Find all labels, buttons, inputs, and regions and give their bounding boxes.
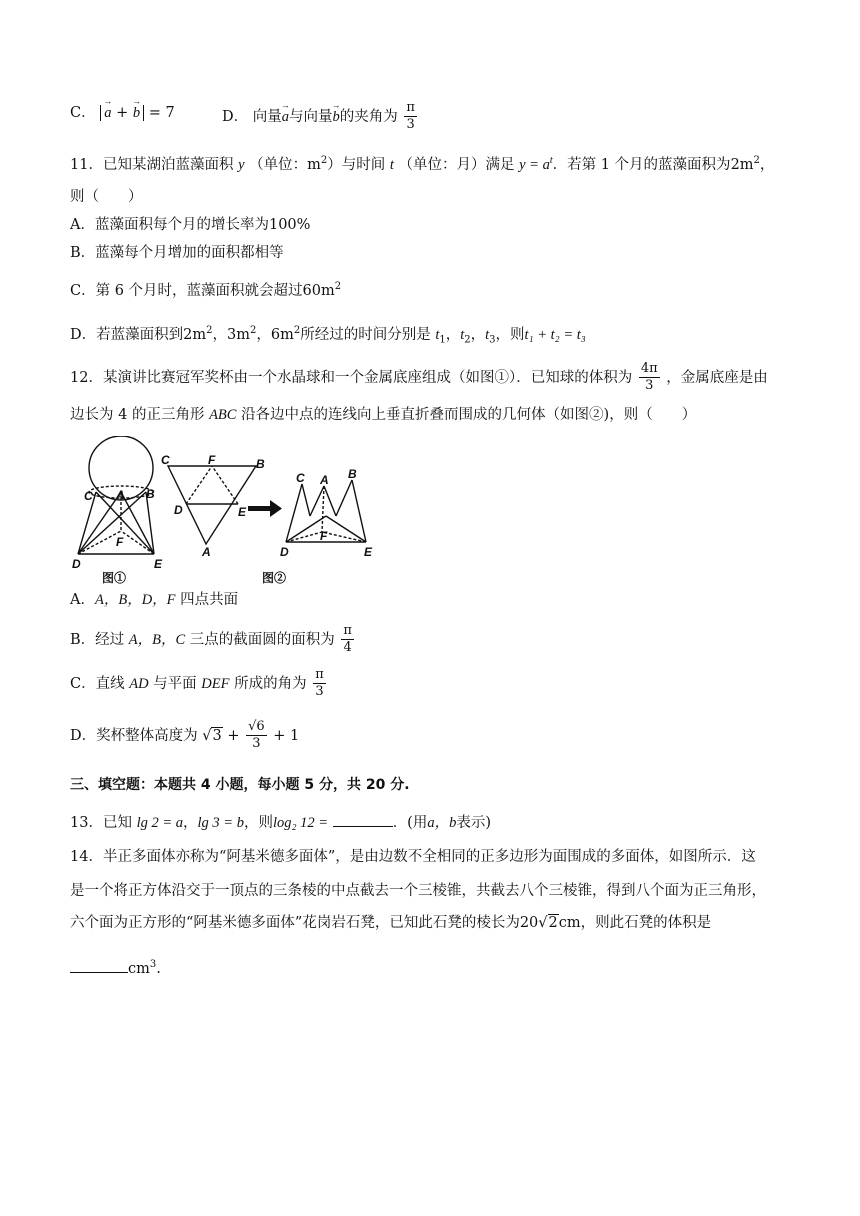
option-label: C．: [70, 105, 96, 121]
label-c3: C: [296, 471, 305, 485]
q12-option-d: D．奖杯整体高度为 √3 + $\frac{√6}{3}$ + 1: [70, 719, 300, 752]
text: 12．某演讲比赛冠军奖杯由一个水晶球和一个金属底座组成（如图①）．已知球的体积为: [70, 369, 633, 386]
var: a，b: [427, 815, 457, 831]
q12-option-c: [70, 668, 328, 700]
label-e1: E: [154, 557, 163, 571]
formula: log₂ 12 =: [272, 815, 329, 831]
q12-option-a: [70, 593, 238, 608]
label-d2: D: [174, 503, 183, 517]
text: ，则此石凳的体积是: [580, 915, 712, 931]
formula: lg 2 = a: [136, 815, 184, 831]
text: C．直线: [70, 675, 125, 692]
text: ．若第 1 个月的蓝藻面积为: [552, 156, 731, 173]
label-f2: F: [208, 453, 216, 467]
text: （单位：: [249, 156, 308, 173]
text: B．经过: [70, 631, 125, 648]
text: 所成的角为: [234, 675, 307, 692]
q10-option-c: [70, 106, 175, 121]
option-label: D．: [222, 108, 249, 125]
text: ）与时间: [327, 156, 386, 173]
sqrt: √2: [538, 915, 558, 931]
label-e3: E: [364, 545, 373, 559]
fraction: $\frac{\pi}{4}$: [343, 623, 352, 656]
q12-stem-line2: [70, 408, 696, 423]
text: ，: [183, 815, 198, 831]
label-f1: F: [116, 535, 124, 549]
q11-option-b: B．蓝藻每个月增加的面积都相等: [70, 245, 284, 261]
label-a1: A: [116, 488, 125, 502]
text: 表示): [456, 815, 492, 831]
q11-option-c: C．第 6 个月时，蓝藻面积就会超过$60m^2$: [70, 281, 342, 299]
vector-sum-abs: → a + → b: [100, 105, 144, 121]
arrow-icon: [248, 500, 282, 517]
var: ABC: [209, 407, 237, 423]
label-c1: C: [84, 489, 93, 503]
formula: lg 3 = b: [197, 815, 244, 831]
value: 3m: [226, 326, 250, 343]
fraction: $\frac{√6}{3}$: [248, 719, 265, 752]
equation-rhs: = 7: [148, 105, 175, 121]
label-b3: B: [348, 467, 357, 481]
value: 6m: [270, 326, 294, 343]
text: ，金属底座是由: [666, 369, 768, 386]
formula: y = a: [519, 156, 550, 173]
text: 六个面为正方形的“阿基米德多面体”花岗岩石凳，已知此石凳的棱长为: [70, 915, 520, 931]
text: ，则: [495, 326, 525, 343]
unit: cm: [558, 915, 581, 931]
text: C．第 6 个月时，蓝藻面积就会超过: [70, 282, 303, 299]
text: 11．已知某湖泊蓝藻面积: [70, 156, 234, 173]
q11-option-a: A．蓝藻面积每个月的增长率为100%: [70, 217, 311, 233]
value: 20: [519, 915, 539, 931]
q13: [70, 812, 491, 831]
text: .: [156, 961, 161, 977]
text: 沿各边中点的连线向上垂直折叠而围成的几何体（如图②)，则（ ）: [241, 407, 697, 423]
figure-1-caption: 图①: [102, 571, 127, 585]
formula: t₁ + t₂ = t₃: [524, 326, 586, 343]
q11-option-d: D．若蓝藻面积到$2m^2$，$3m^2$，$6m^2$所经过的时间分别是 $t_1$，$t_2$，$t_3$，则t₁ + t₂ = t₃: [70, 325, 586, 346]
label-a2: A: [202, 545, 211, 559]
text: 所经过的时间分别是: [300, 326, 431, 343]
text: + 1: [273, 727, 300, 744]
var: y: [238, 156, 245, 173]
label-c2: C: [161, 453, 170, 467]
label-f3: F: [320, 529, 328, 543]
text: D．奖杯整体高度为: [70, 727, 198, 744]
q11-stem-line2: 则（ ）: [70, 189, 143, 205]
figure-2-caption: 图②: [262, 571, 287, 585]
answer-blank[interactable]: [70, 958, 128, 973]
value: 60m: [302, 282, 335, 299]
points: A，B，C: [128, 631, 186, 648]
label-e2: E: [238, 505, 247, 519]
label-d1: D: [72, 557, 81, 571]
text: ，: [759, 156, 775, 173]
value: 2m: [730, 156, 754, 173]
text: 13．已知: [70, 815, 132, 831]
q14-line-1: 14．半正多面体亦称为“阿基米德多面体”，是由边数不全相同的正多边形为面围成的多面体，如图所示．这: [70, 849, 756, 865]
answer-blank[interactable]: [333, 812, 393, 827]
q12-stem: [70, 362, 768, 394]
text: 四点共面: [180, 592, 239, 608]
q14-line-2: 是一个将正方体沿交于一顶点的三条棱的中点截去一个三棱锥，共截去八个三棱锥，得到八个面为正三角形，: [70, 883, 766, 899]
section-3-heading: 三、填空题：本题共 4 小题，每小题 5 分，共 20 分.: [70, 777, 410, 793]
text: 三点的截面圆的面积为: [189, 631, 335, 648]
q10-option-d: D． 向量→ a与向量→ b的夹角为 $\frac{\pi}{3}$: [222, 101, 419, 133]
label-b1: B: [146, 487, 155, 501]
label-d3: D: [280, 545, 289, 559]
q11-stem: 11．已知某湖泊蓝藻面积 y （单位：$m^2$）与时间 t （单位：月）满足 $y = a^t$．若第 1 个月的蓝藻面积为$2m^2$，: [70, 155, 775, 173]
text: 边长为 4 的正三角形: [70, 407, 205, 423]
sqrt: √3: [202, 727, 222, 744]
unit: m: [307, 156, 321, 173]
label-a3: A: [320, 473, 329, 487]
text: 与向量: [289, 108, 333, 125]
text: （单位：月）满足: [398, 156, 515, 173]
q12-figures: [66, 436, 386, 586]
text: 的夹角为: [339, 108, 398, 125]
text: D．若蓝藻面积到: [70, 326, 184, 343]
label-b2: B: [256, 457, 265, 471]
q12-option-b: [70, 624, 356, 656]
text: ．(用: [392, 815, 428, 831]
option-label: A．: [70, 592, 95, 608]
var: AD: [129, 675, 149, 692]
var: DEF: [201, 675, 230, 692]
points: A，B，D，F: [94, 592, 176, 608]
q14-line-3: [70, 916, 711, 931]
exp: t: [549, 155, 553, 166]
var: t: [389, 156, 394, 173]
text: 向量: [252, 108, 282, 125]
fraction: $\frac{\pi}{3}$: [406, 100, 415, 133]
fraction: $\frac{4\pi}{3}$: [640, 361, 658, 394]
fraction: $\frac{\pi}{3}$: [315, 667, 324, 700]
unit: cm: [128, 961, 150, 977]
text: 与平面: [153, 675, 197, 692]
value: 2m: [183, 326, 207, 343]
q14-line-4: $cm^3$.: [70, 958, 161, 977]
text: ，则: [243, 815, 273, 831]
